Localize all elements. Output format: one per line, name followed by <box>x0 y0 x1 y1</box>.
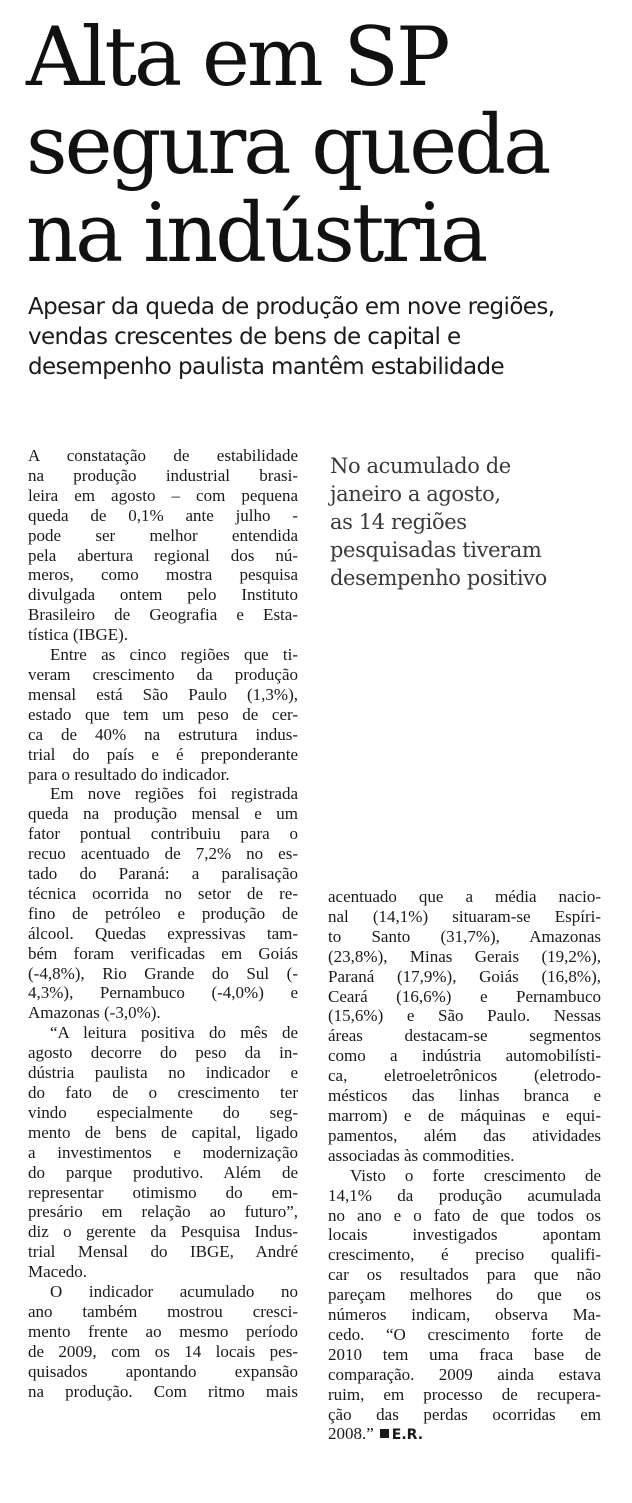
article-text-line: mento frente ao mesmo período <box>28 1321 298 1341</box>
pull-quote <box>330 452 620 592</box>
article-text-line: leira em agosto – com pequena <box>28 485 298 505</box>
article-text-line: pela abertura regional dos nú- <box>28 545 298 565</box>
article-body-right-column <box>328 887 601 1446</box>
headline-line: na indústria <box>26 187 486 281</box>
article-text-line: ruim, em processo de recupera- <box>328 1384 601 1404</box>
article-text-line: pareçam melhores do que os <box>328 1285 601 1305</box>
article-text-line: trial Mensal do IBGE, André <box>28 1242 298 1262</box>
article-text-line: técnica ocorrida no setor de re- <box>28 883 298 903</box>
article-text-line: Visto o forte crescimento de <box>350 1165 601 1185</box>
subtitle-line: Apesar da queda de produção em nove regiões, <box>28 294 555 320</box>
article-text-line: Em nove regiões foi registrada <box>50 784 298 804</box>
article-text-line: car os resultados para que não <box>328 1265 601 1285</box>
article-text-line: pamentos, além das atividades <box>328 1125 601 1145</box>
article-text-line: (23,8%), Minas Gerais (19,2%), <box>328 946 601 966</box>
article-text-line: (-4,8%), Rio Grande do Sul (- <box>28 963 298 983</box>
article-text-line: “A leitura positiva do mês de <box>50 1023 298 1043</box>
article-text-line: 2010 tem uma fraca base de <box>328 1344 601 1364</box>
subtitle <box>28 292 628 382</box>
headline <box>26 11 616 281</box>
article-text-line: 14,1% da produção acumulada <box>328 1185 601 1205</box>
article-text-line: tado do Paraná: a paralisação <box>28 864 298 884</box>
article-text-line: para o resultado do indicador. <box>28 764 230 784</box>
article-text-line: na produção. Com ritmo mais <box>28 1381 298 1401</box>
article-text-line: ano também mostrou cresci- <box>28 1301 298 1321</box>
article-text-line: queda de 0,1% ante julho - <box>28 505 298 525</box>
article-text-line: mento de bens de capital, ligado <box>28 1122 298 1142</box>
article-text-line: fator pontual contribuiu para o <box>28 824 298 844</box>
article-text-line: queda na produção mensal e um <box>28 804 298 824</box>
article-text-line: ca de 40% na estrutura indus- <box>28 724 298 744</box>
article-text-line: acentuado que a média nacio- <box>328 887 601 906</box>
subtitle-line: vendas crescentes de bens de capital e <box>28 324 461 350</box>
article-text-line: Amazonas (-3,0%). <box>28 1003 161 1023</box>
article-text-line: na produção industrial brasi- <box>28 465 298 485</box>
article-text-line: trial do país e é preponderante <box>28 744 298 764</box>
article-text-line: agosto decorre do peso da in- <box>28 1043 298 1063</box>
article-text-line: fino de petróleo e produção de <box>28 903 298 923</box>
pull-quote-line: desempenho positivo <box>330 566 547 590</box>
article-text-line: ca, eletroeletrônicos (eletrodo- <box>328 1066 601 1086</box>
article-text-line: mensal está São Paulo (1,3%), <box>28 684 298 704</box>
article-text-line: do fato de o crescimento ter <box>28 1083 298 1102</box>
article-text-line: mésticos das linhas branca e <box>328 1086 601 1106</box>
article-text-line: Macedo. <box>28 1262 88 1282</box>
end-of-article-mark <box>380 1429 389 1438</box>
article-text-line: divulgada ontem pelo Instituto <box>28 585 298 605</box>
article-text-line: pode ser melhor entendida <box>28 525 298 545</box>
article-text-line: to Santo (31,7%), Amazonas <box>328 926 601 946</box>
article-text-line: nal (14,1%) situaram-se Espíri- <box>328 906 601 926</box>
article-text-line: áreas destacam-se segmentos <box>328 1026 601 1046</box>
article-text-line: bém foram verificadas em Goiás <box>28 943 298 963</box>
pull-quote-line: pesquisadas tiveram <box>330 538 542 562</box>
article-text-line: números indicam, observa Ma- <box>328 1305 601 1325</box>
article-text-line: associadas às commodities. <box>328 1145 515 1165</box>
article-text-line: (15,6%) e São Paulo. Nessas <box>328 1006 601 1026</box>
article-text-line: Entre as cinco regiões que ti- <box>50 645 298 665</box>
article-text-line: dústria paulista no indicador e <box>28 1063 298 1083</box>
article-body-left-column <box>28 446 298 1402</box>
article-text-line: estado que tem um peso de cer- <box>28 704 298 724</box>
article-text-line: O indicador acumulado no <box>50 1282 298 1302</box>
article-text-line: 4,3%), Pernambuco (-4,0%) e <box>28 983 298 1003</box>
subtitle-line: desempenho paulista mantêm estabilidade <box>28 354 505 380</box>
article-text-line: comparação. 2009 ainda estava <box>328 1364 601 1384</box>
article-text-line: meros, como mostra pesquisa <box>28 565 298 585</box>
article-text-line: no ano e o fato de que todos os <box>328 1205 601 1225</box>
article-text-line: ção das perdas ocorridas em <box>328 1404 601 1424</box>
headline-line: Alta em SP <box>26 11 448 105</box>
article-text-line: locais investigados apontam <box>328 1225 601 1245</box>
article-text-line: tística (IBGE). <box>28 625 129 645</box>
article-text-line: como a indústria automobilísti- <box>328 1046 601 1066</box>
pull-quote-line: No acumulado de <box>330 454 511 478</box>
article-text-line: cedo. “O crescimento forte de <box>328 1324 601 1344</box>
article-text-line: Ceará (16,6%) e Pernambuco <box>328 986 601 1006</box>
article-text-line: veram crescimento da produção <box>28 664 298 684</box>
article-text-line: quisados apontando expansão <box>28 1361 298 1381</box>
article-text-line: marrom) e de máquinas e equi- <box>328 1105 601 1125</box>
article-text-line: diz o gerente da Pesquisa Indus- <box>28 1222 298 1242</box>
article-text-line: Paraná (17,9%), Goiás (16,8%), <box>328 966 601 986</box>
article-text-line: representar otimismo do em- <box>28 1182 298 1202</box>
article-text-line: vindo especialmente do seg- <box>28 1102 298 1122</box>
pull-quote-line: as 14 regiões <box>330 510 467 534</box>
article-text-line: 2008.” E.R. <box>328 1424 424 1444</box>
article-text-line: presário em relação ao futuro”, <box>28 1202 298 1222</box>
article-text-line: recuo acentuado de 7,2% no es- <box>28 844 298 864</box>
article-text-line: álcool. Quedas expressivas tam- <box>28 923 298 943</box>
article-text-line: a investimentos e modernização <box>28 1142 298 1162</box>
headline-line: segura queda <box>26 99 549 193</box>
article-text-line: de 2009, com os 14 locais pes- <box>28 1341 298 1361</box>
article-text-line: A constatação de estabilidade <box>28 446 298 465</box>
article-text-line: Brasileiro de Geografia e Esta- <box>28 605 298 625</box>
author-signature: E.R. <box>391 1427 424 1444</box>
pull-quote-line: janeiro a agosto, <box>330 482 501 506</box>
article-text-line: do parque produtivo. Além de <box>28 1162 298 1182</box>
article-text-line: crescimento, é preciso qualifi- <box>328 1245 601 1265</box>
